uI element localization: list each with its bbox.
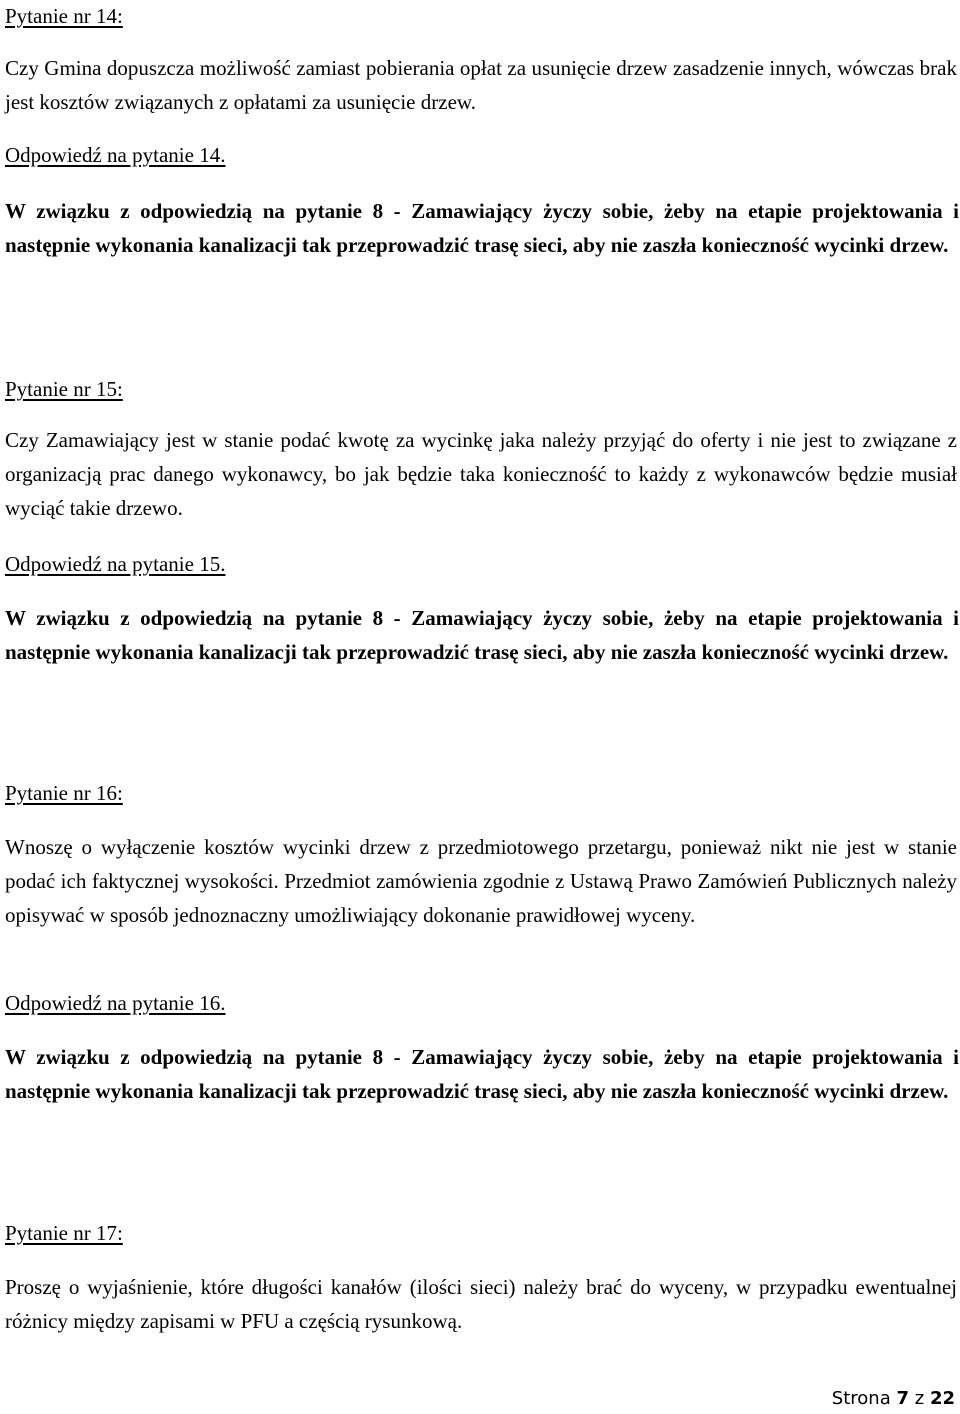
footer-separator: z [914, 1388, 925, 1409]
answer-text: W związku z odpowiedzią na pytanie 8 - Zamawiający życzy sobie, żeby na etapie projektowania i następnie wykonania kanalizacji tak przeprowadzić trasę sieci, aby nie zaszła konieczność wycinki drzew. [5, 1045, 959, 1103]
answer-heading: Odpowiedź na pytanie 15. [5, 552, 226, 576]
page-number-footer [832, 1390, 955, 1408]
question-text: Proszę o wyjaśnienie, które długości kanałów (ilości sieci) należy brać do wyceny, w przypadku ewentualnej różnicy między zapisami w PFU a częścią rysunkową. [5, 1275, 957, 1333]
footer-current-page: 7 [896, 1388, 910, 1409]
answer-heading: Odpowiedź na pytanie 16. [5, 991, 226, 1015]
question-heading: Pytanie nr 14: [5, 4, 123, 28]
footer-total-pages: 22 [929, 1388, 955, 1409]
question-text: Wnoszę o wyłączenie kosztów wycinki drzew z przedmiotowego przetargu, ponieważ nikt nie jest w stanie podać ich faktycznej wysokości. Przedmiot zamówienia zgodnie z Ustawą Prawo Zamówień Publicznych należy opisywać w sposób jednoznaczny umożliwiający dokonanie prawidłowej wyceny. [5, 835, 957, 927]
question-text: Czy Zamawiający jest w stanie podać kwotę za wycinkę jaka należy przyjąć do oferty i nie jest to związane z organizacją prac danego wykonawcy, bo jak będzie taka konieczność to każdy z wykonawców będzie musiał wyciąć takie drzewo. [5, 428, 957, 520]
question-heading: Pytanie nr 17: [5, 1221, 123, 1245]
question-heading: Pytanie nr 15: [5, 377, 123, 401]
answer-text: W związku z odpowiedzią na pytanie 8 - Zamawiający życzy sobie, żeby na etapie projektowania i następnie wykonania kanalizacji tak przeprowadzić trasę sieci, aby nie zaszła konieczność wycinki drzew. [5, 606, 959, 664]
question-heading: Pytanie nr 16: [5, 781, 123, 805]
answer-heading: Odpowiedź na pytanie 14. [5, 143, 226, 167]
answer-text: W związku z odpowiedzią na pytanie 8 - Zamawiający życzy sobie, żeby na etapie projektowania i następnie wykonania kanalizacji tak przeprowadzić trasę sieci, aby nie zaszła konieczność wycinki drzew. [5, 199, 959, 257]
question-text: Czy Gmina dopuszcza możliwość zamiast pobierania opłat za usunięcie drzew zasadzenie innych, wówczas brak jest kosztów związanych z opłatami za usunięcie drzew. [5, 56, 957, 114]
footer-prefix: Strona [831, 1388, 891, 1409]
